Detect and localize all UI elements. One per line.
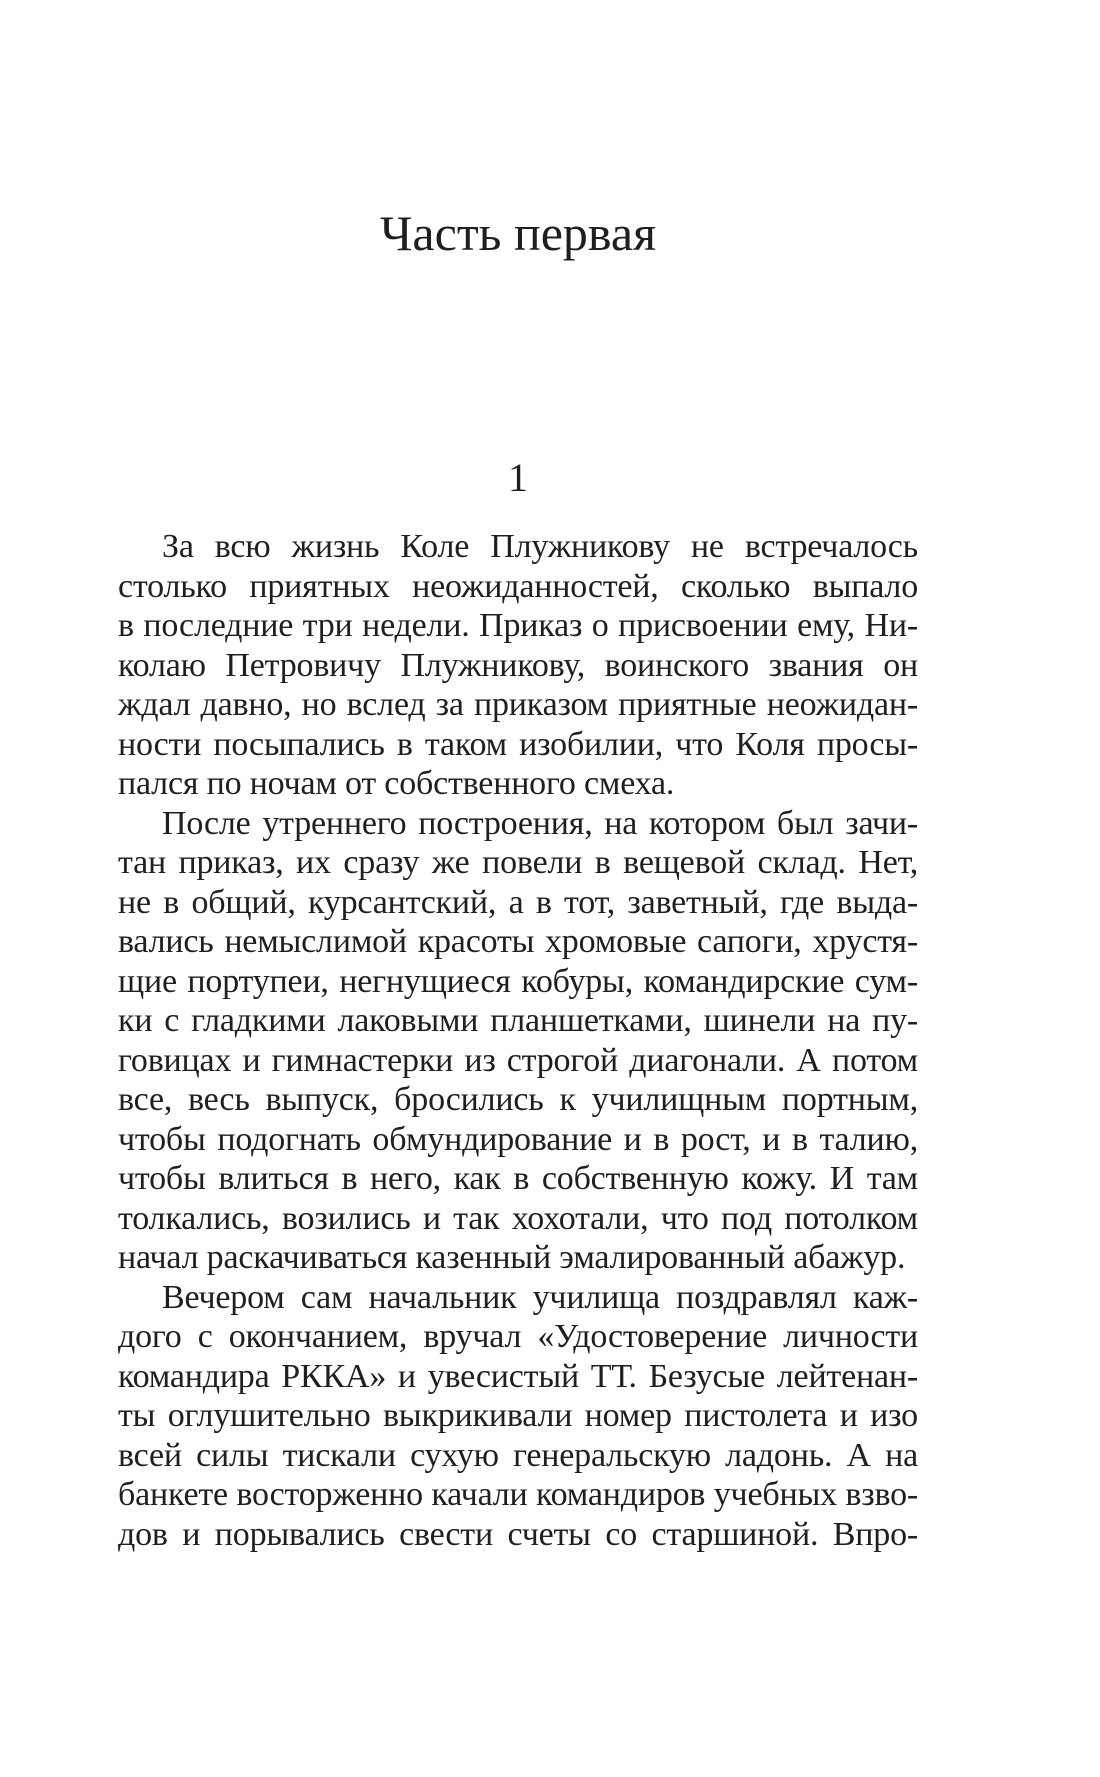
- text-line: тан приказ, их сразу же повели в вещевой склад. Нет,: [118, 844, 918, 881]
- text-line: дов и порывались свести счеты со старшиной. Впро-: [118, 1515, 918, 1553]
- text-line: все, весь выпуск, бросились к училищным портным,: [118, 1081, 918, 1118]
- text-line: дого с окончанием, вручал «Удостоверение личности: [118, 1318, 918, 1355]
- text-line: всей силы тискали сухую генеральскую ладонь. А на: [118, 1436, 918, 1474]
- text-line: После утреннего построения, на котором был зачи-: [162, 804, 918, 842]
- text-line: толкались, возились и так хохотали, что под потолком: [118, 1199, 918, 1237]
- text-line: говицах и гимнастерки из строгой диагонали. А потом: [118, 1041, 918, 1079]
- text-line: банкете восторженно качали командиров учебных взво-: [118, 1476, 918, 1513]
- text-line: столько приятных неожиданностей, сколько выпало: [118, 567, 918, 605]
- text-line: в последние три недели. Приказ о присвоении ему, Ни-: [118, 607, 918, 644]
- text-line: не в общий, курсантский, а в тот, заветный, где выда-: [118, 883, 918, 921]
- text-line: Вечером сам начальник училища поздравлял каж-: [162, 1278, 918, 1316]
- text-line: командира РККА» и увесистый ТТ. Безусые лейтенан-: [118, 1357, 918, 1395]
- text-line: За всю жизнь Коле Плужникову не встречалось: [162, 528, 918, 565]
- chapter-number: 1: [508, 455, 528, 500]
- text-line: ки с гладкими лаковыми планшетками, шинели на пу-: [118, 1002, 918, 1039]
- text-line: колаю Петровичу Плужникову, воинского звания он: [118, 646, 918, 684]
- text-line: чтобы подогнать обмундирование и в рост, и в талию,: [118, 1120, 918, 1158]
- text-line: ности посыпались в таком изобилии, что Коля просы-: [118, 725, 918, 763]
- text-line: ты оглушительно выкрикивали номер пистолета и изо: [118, 1397, 918, 1434]
- text-line: пался по ночам от собственного смеха.: [118, 765, 675, 802]
- text-line: щие портупеи, негнущиеся кобуры, командирские сум-: [118, 962, 918, 1000]
- text-line: ждал давно, но вслед за приказом приятные неожидан-: [118, 686, 918, 723]
- text-line: вались немыслимой красоты хромовые сапоги, хрустя-: [118, 923, 918, 960]
- part-title: Часть первая: [379, 205, 657, 261]
- text-line: начал раскачиваться казенный эмалированный абажур.: [118, 1239, 906, 1276]
- text-line: чтобы влиться в него, как в собственную кожу. И там: [118, 1160, 918, 1197]
- body-text: [118, 527, 918, 1554]
